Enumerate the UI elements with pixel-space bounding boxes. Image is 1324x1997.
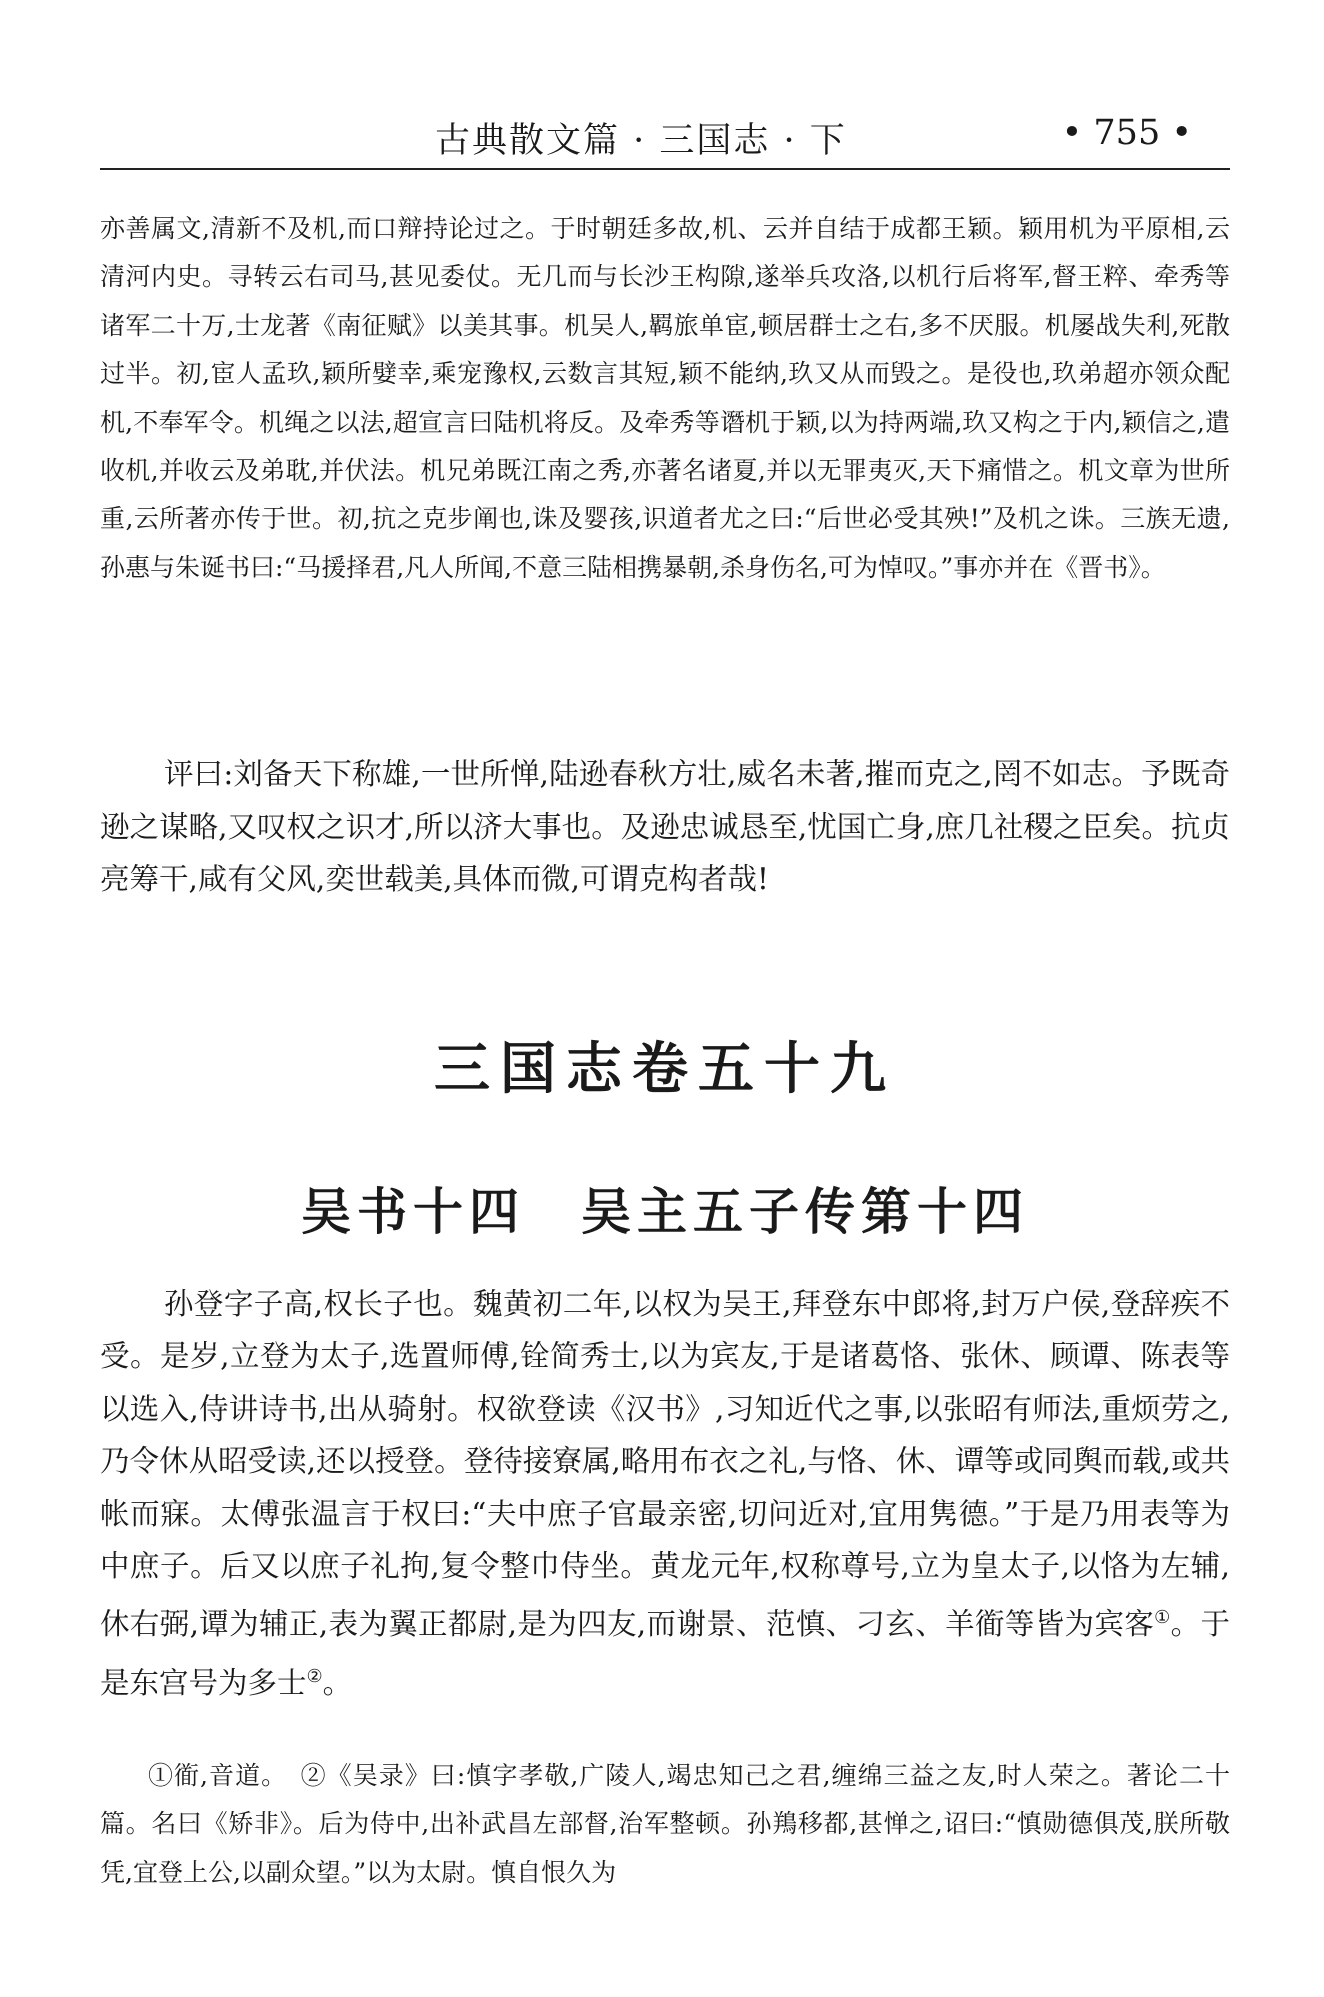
- biography-text-part-2: 。于是东宫号为多士: [100, 1607, 1230, 1700]
- header-rule: [100, 168, 1230, 170]
- footnote-paragraph: [100, 1752, 1230, 1897]
- biography-text-part-3: 。: [322, 1665, 353, 1700]
- note-marker-2: ②: [306, 1665, 323, 1687]
- annotation-text: 亦善属文,清新不及机,而口辩持论过之。于时朝廷多故,机、云并自结于成都王颖。颖用机为平原相,云清河内史。寻转云右司马,甚见委仗。无几而与长沙王构隙,遂举兵攻洛,以机行后将军,督王粹、牵秀等诸军二十万,士龙著《南征赋》以美其事。机吴人,羁旅单宦,顿居群士之右,多不厌服。机屡战失利,死散过半。初,宦人孟玖,颖所嬖幸,乘宠豫权,云数言其短,颖不能纳,玖又从而毁之。是役也,玖弟超亦领众配机,不奉军令。机绳之以法,超宣言曰陆机将反。及牵秀等谮机于颖,以为持两端,玖又构之于内,颖信之,遣收机,并收云及弟耽,并伏法。机兄弟既江南之秀,亦著名诸夏,并以无罪夷灭,天下痛惜之。机文章为世所重,云所著亦传于世。初,抗之克步阐也,诛及婴孩,识道者尤之曰:“后世必受其殃!”及机之诛。三族无遗,孙惠与朱诞书曰:“马援择君,凡人所闻,不意三陆相携暴朝,杀身伤名,可为悼叹。”事亦并在《晋书》。: [100, 214, 1230, 582]
- section-heading: 吴书十四 吴主五子传第十四: [301, 1183, 1029, 1241]
- note-marker-1: ①: [1154, 1607, 1171, 1629]
- running-head: [100, 105, 1230, 165]
- running-title: 古典散文篇 · 三国志 · 下: [435, 121, 847, 161]
- biography-paragraph: [100, 1278, 1230, 1709]
- annotation-paragraph: [100, 205, 1230, 592]
- biography-text-part-1: 孙登字子高,权长子也。魏黄初二年,以权为吴王,拜登东中郎将,封万户侯,登辞疾不受。是岁,立登为太子,选置师傅,铨简秀士,以为宾友,于是诸葛恪、张休、顾谭、陈表等以选入,侍讲诗书,出从骑射。权欲登读《汉书》,习知近代之事,以张昭有师法,重烦劳之,乃令休从昭受读,还以授登。登待接寮属,略用布衣之礼,与恪、休、谭等或同舆而载,或共帐而寐。太傅张温言于权曰:“夫中庶子官最亲密,切问近对,宜用隽德。”于是乃用表等为中庶子。后又以庶子礼拘,复令整巾侍坐。黄龙元年,权称尊号,立为皇太子,以恪为左辅,休右弼,谭为辅正,表为翼正都尉,是为四友,而谢景、范慎、刁玄、羊衜等皆为宾客: [100, 1287, 1230, 1642]
- page-number: • 755 •: [1061, 113, 1192, 153]
- footnote-text: ①衜,音道。 ②《吴录》曰:慎字孝敬,广陵人,竭忠知己之君,缠绵三益之友,时人荣之。著论二十篇。名曰《矫非》。后为侍中,出补武昌左部督,治军整顿。孙鴹移都,甚惮之,诏曰:“慎勋德俱茂,朕所敬凭,宜登上公,以副众望。”以为太尉。慎自恨久为: [100, 1761, 1230, 1887]
- commentary-text: 评曰:刘备天下称雄,一世所惮,陆逊春秋方壮,威名未著,摧而克之,罔不如志。予既奇逊之谋略,又叹权之识才,所以济大事也。及逊忠诚恳至,忧国亡身,庶几社稷之臣矣。抗贞亮筹干,咸有父风,奕世载美,具体而微,可谓克构者哉!: [100, 757, 1230, 896]
- biography-text: [100, 1278, 1230, 1709]
- commentary-paragraph: [100, 748, 1230, 906]
- volume-heading: 三国志卷五十九: [434, 1037, 896, 1102]
